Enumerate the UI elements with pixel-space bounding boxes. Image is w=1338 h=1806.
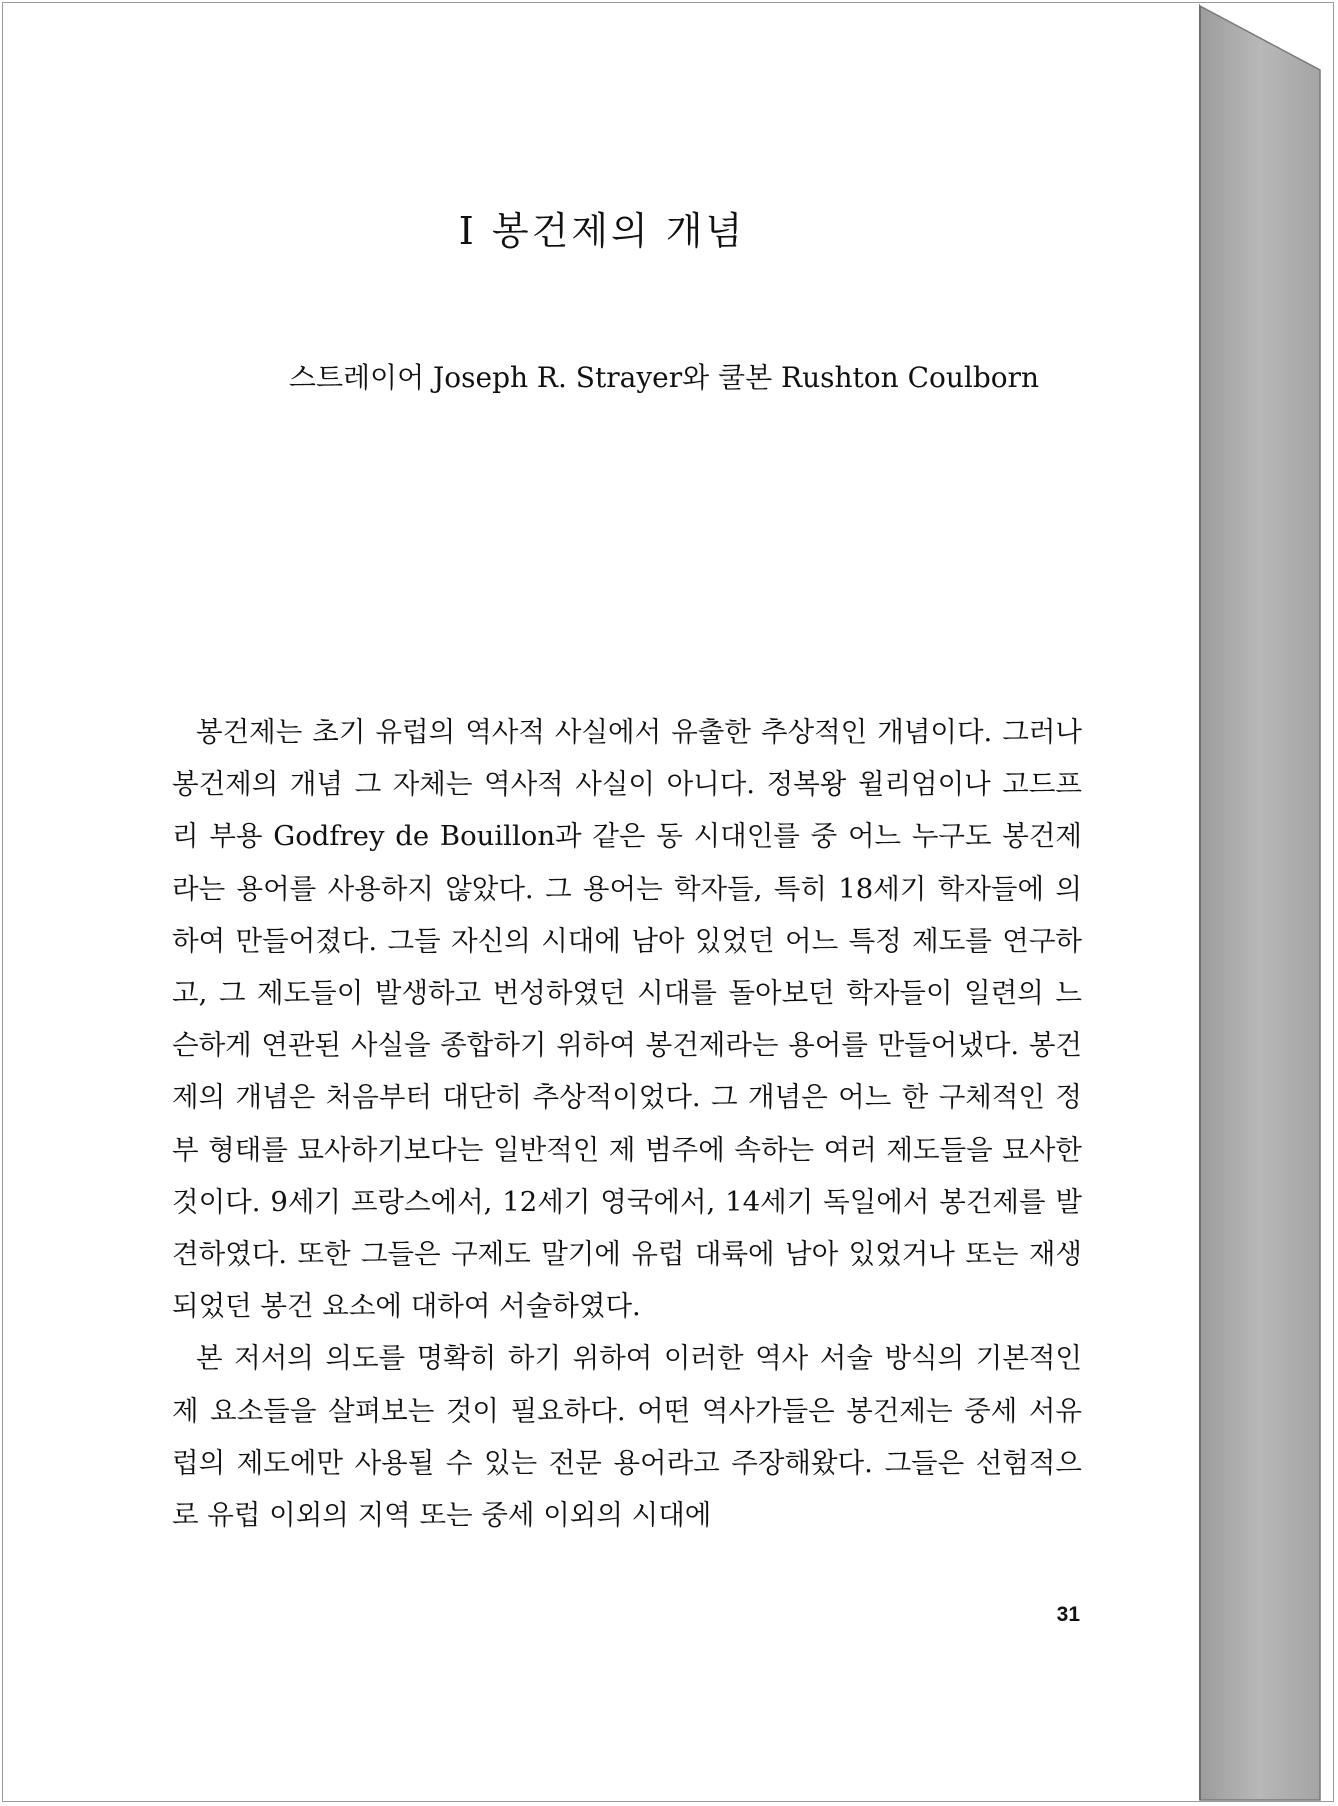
chapter-title: Ⅰ 봉건제의 개념 [458,209,746,253]
paragraph-2: 본 저서의 의도를 명확히 하기 위하여 이러한 역사 서술 방식의 기본적인 제 요소들을 살펴보는 것이 필요하다. 어떤 역사가들은 봉건제는 중세 서유럽의 제도에만 사용될 수 있는 전문 용어라고 주장해왔다. 그들은 선험적으로 유럽 이외의 지역 또는 중세 이외의 시대에 [172,1342,1082,1532]
book-page [4,4,1200,1800]
body-text [172,706,1082,1541]
paragraph-1: 봉건제는 초기 유럽의 역사적 사실에서 유출한 추상적인 개념이다. 그러나 봉건제의 개념 그 자체는 역사적 사실이 아니다. 정복왕 윌리엄이나 고드프리 부용 Godfrey de Bouillon과 같은 동 시대인를 중 어느 누구도 봉건제라는 용어를 사용하지 않았다. 그 용어는 학자들, 특히 18세기 학자들에 의하여 만들어졌다. 그들 자신의 시대에 남아 있었던 어느 특정 제도를 연구하고, 그 제도들이 발생하고 번성하였던 시대를 돌아보던 학자들이 일련의 느슨하게 연관된 사실을 종합하기 위하여 봉건제라는 용어를 만들어냈다. 봉건제의 개념은 처음부터 대단히 추상적이었다. 그 개념은 어느 한 구체적인 정부 형태를 묘사하기보다는 일반적인 제 범주에 속하는 여러 제도들을 묘사한 것이다. 9세기 프랑스에서, 12세기 영국에서, 14세기 독일에서 봉건제를 발견하였다. 또한 그들은 구제도 말기에 유럽 대륙에 남아 있었거나 또는 재생되었던 봉건 요소에 대하여 서술하였다. [172,716,1082,1323]
chapter-authors: 스트레이어 Joseph R. Strayer와 쿨본 Rushton Coulborn [288,361,1040,394]
page-number: 31 [1056,1603,1080,1626]
